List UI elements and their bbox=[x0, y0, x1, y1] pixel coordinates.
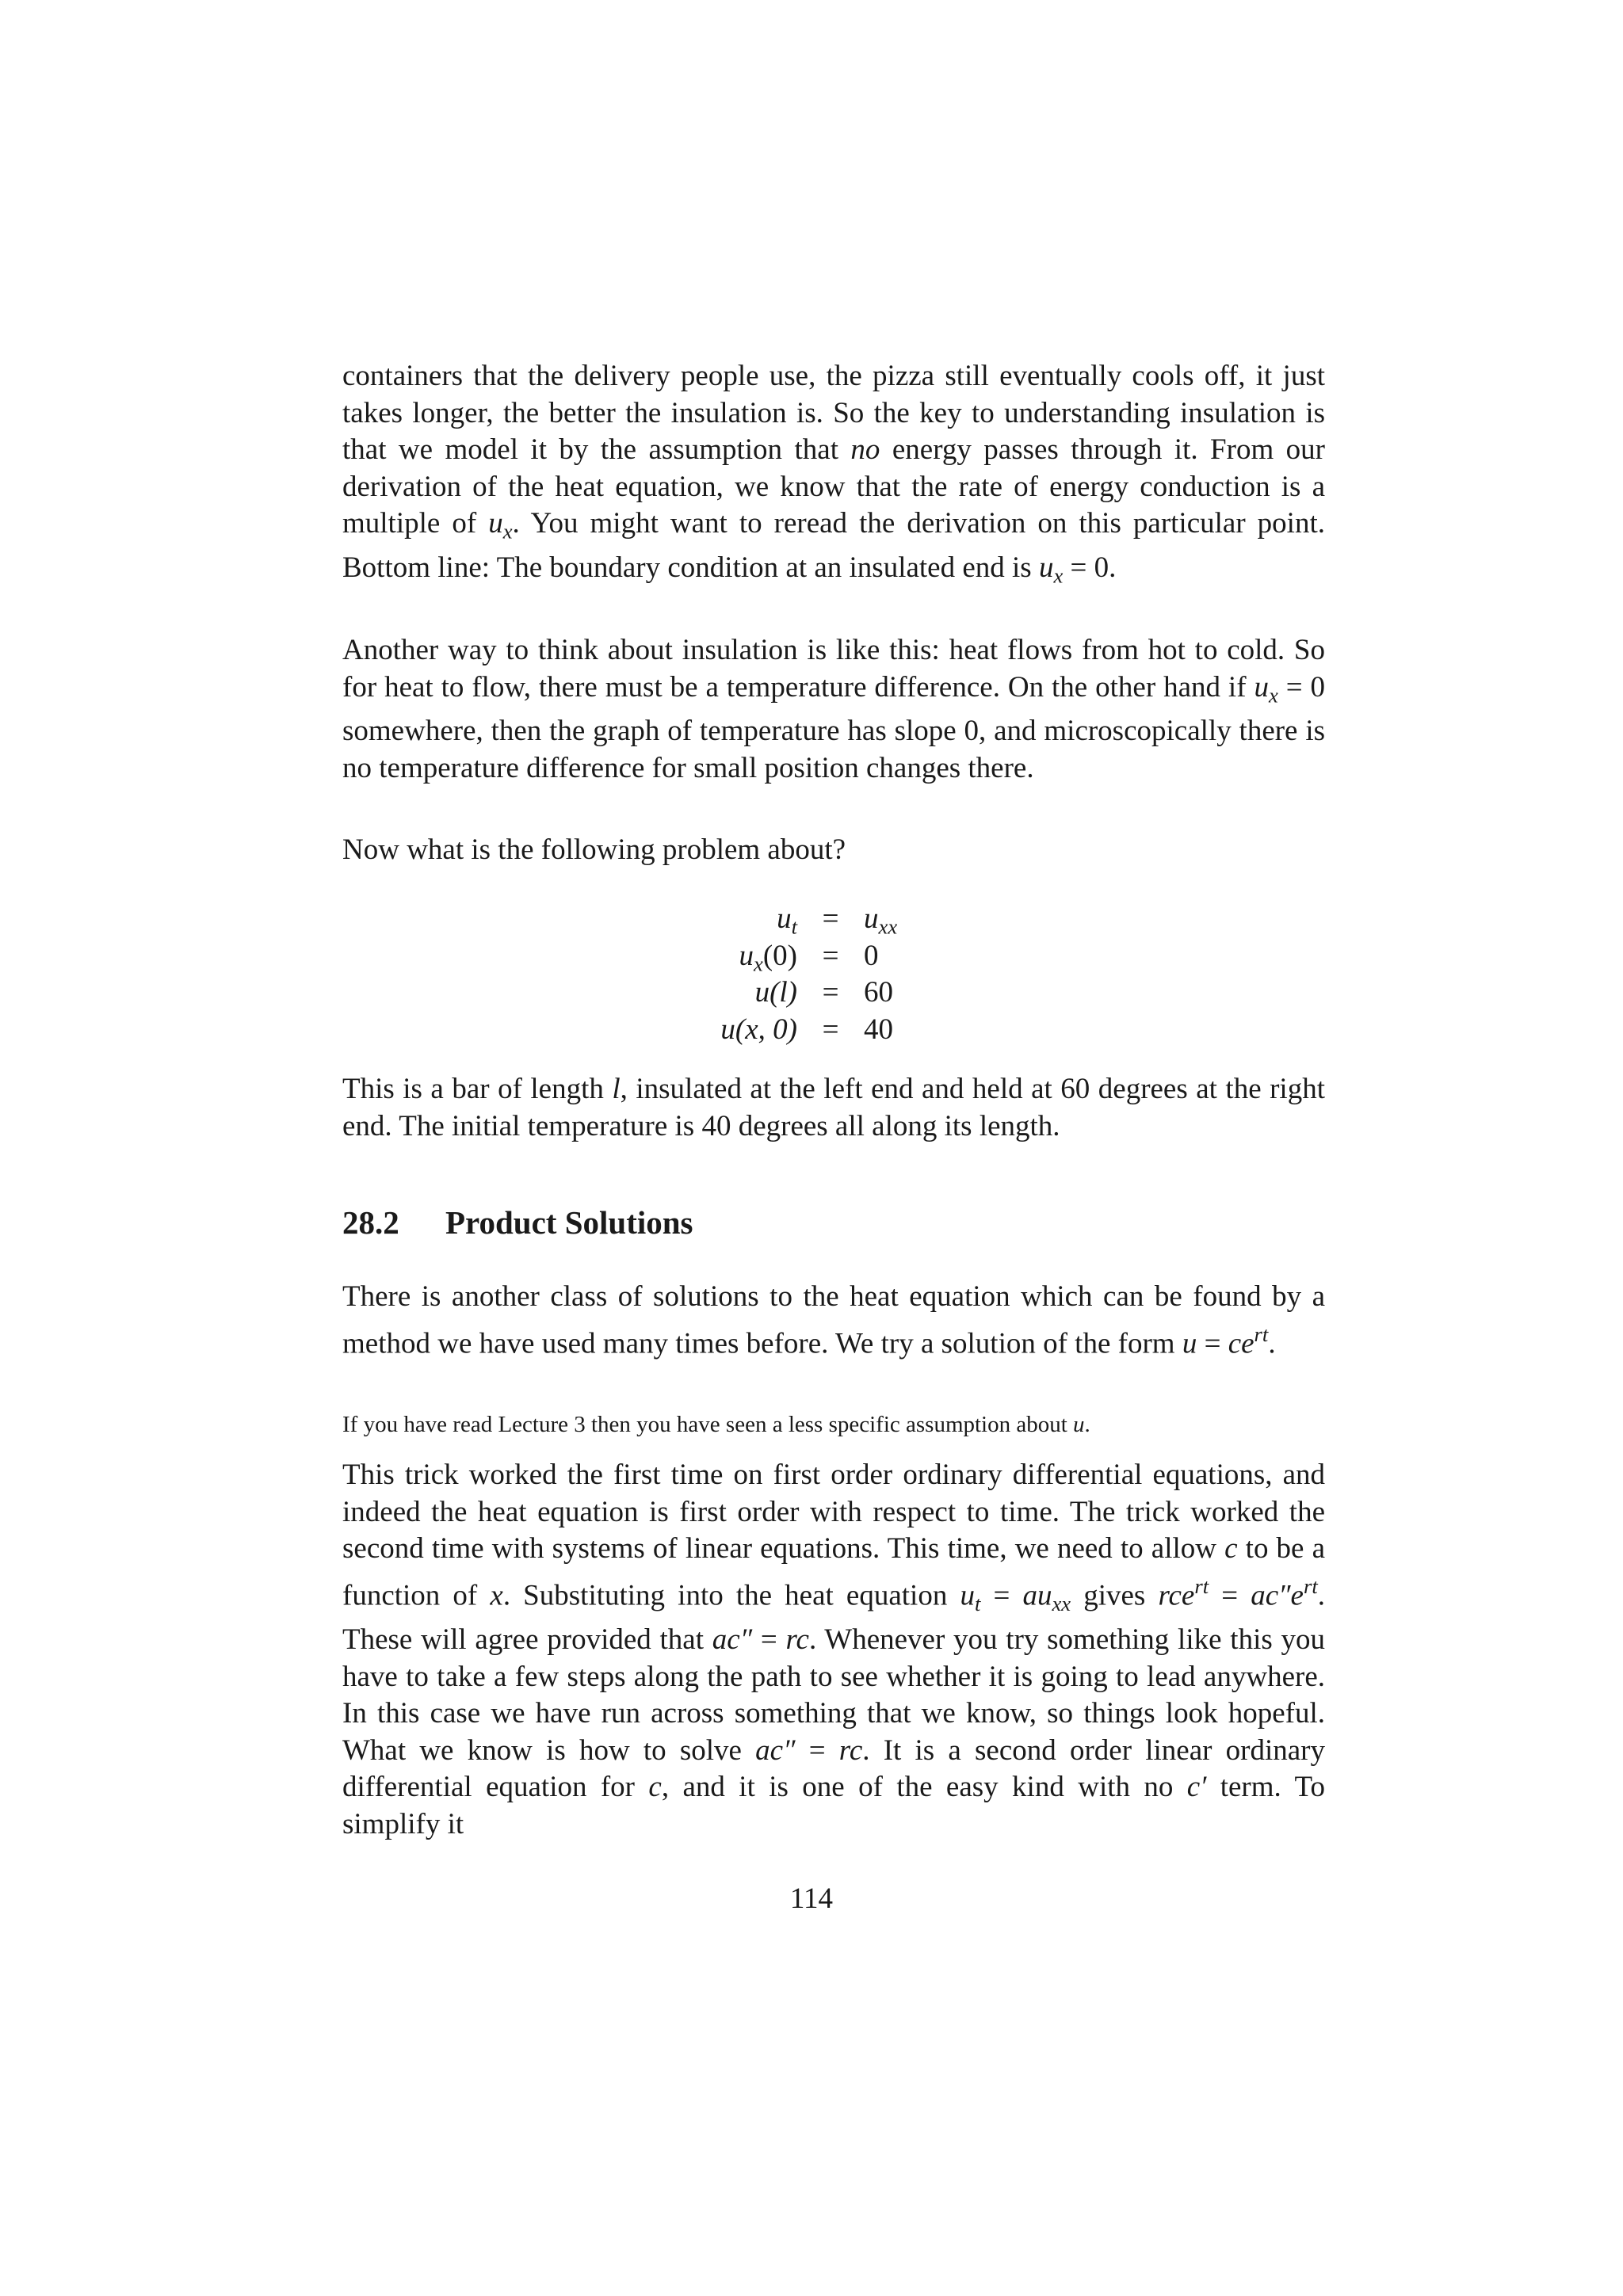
text-run: . bbox=[1084, 1412, 1090, 1437]
math-u: u bbox=[864, 902, 879, 935]
math-rc: rc bbox=[785, 1623, 809, 1657]
paragraph-insulation-1 bbox=[342, 358, 1325, 594]
math-u: u bbox=[720, 1013, 735, 1046]
text-run: = bbox=[980, 1579, 1023, 1612]
math-value: 40 bbox=[864, 1013, 893, 1046]
math-args: (x, 0) bbox=[735, 1013, 797, 1046]
page-number: 114 bbox=[789, 1882, 834, 1915]
paragraph-question bbox=[342, 832, 1325, 869]
section-heading bbox=[342, 1203, 693, 1242]
equation-rhs bbox=[864, 938, 967, 975]
text-run: , and it is one of the easy kind with no bbox=[661, 1771, 1187, 1804]
text-run: containers that the delivery people use, the pizza still eventually cools off, it just takes longer, the better the insulation is. So the key to understanding insulation is that we model it by the assumption that bbox=[342, 360, 1325, 466]
text-run: term. To simplify it bbox=[342, 1771, 1325, 1840]
emphasis-no: no bbox=[850, 433, 880, 466]
math-u: u bbox=[1073, 1412, 1085, 1437]
math-x: x bbox=[490, 1579, 503, 1612]
equation-row bbox=[682, 974, 967, 1012]
equals-sign: = bbox=[822, 939, 839, 972]
equation-lhs bbox=[682, 901, 797, 938]
math-subscript: xx bbox=[1052, 1591, 1071, 1615]
text-run: . bbox=[1268, 1327, 1276, 1360]
text-run: . Whenever you try something like this you have to take a few steps along the path to see whether it is going to lead anywhere. In this case we have run across something that we know, so things look hopeful. What we know is how to solve bbox=[342, 1623, 1325, 1767]
section-title: Product Solutions bbox=[445, 1204, 693, 1241]
math-u: u bbox=[1182, 1327, 1197, 1360]
text-run: If you have read Lecture 3 then you have seen a less specific assumption about bbox=[342, 1412, 1074, 1437]
section-number: 28.2 bbox=[342, 1204, 399, 1241]
text-run: , insulated at the left end and held at 60 degrees at the right end. The initial temperature is 40 degrees all along its length. bbox=[342, 1073, 1325, 1142]
math-ce: ce bbox=[1228, 1327, 1254, 1360]
math-u: u bbox=[754, 976, 770, 1009]
math-l: l bbox=[612, 1073, 621, 1105]
paragraph-text bbox=[342, 358, 1325, 594]
equation-row bbox=[682, 1012, 967, 1049]
math-u: u bbox=[1254, 670, 1269, 704]
paragraph-bar-description bbox=[342, 1071, 1325, 1145]
equals-sign: = bbox=[822, 976, 839, 1009]
equation-lhs bbox=[682, 1012, 797, 1049]
text-run: = bbox=[752, 1623, 786, 1657]
equation-row bbox=[682, 901, 967, 938]
equation-system bbox=[682, 901, 967, 1048]
math-au: au bbox=[1022, 1579, 1052, 1612]
math-c: c bbox=[1224, 1532, 1238, 1565]
text-run: Another way to think about insulation is like this: heat flows from hot to cold. So for heat to flow, there must be a temperature difference. On the other hand if bbox=[342, 634, 1325, 704]
math-superscript: rt bbox=[1254, 1322, 1269, 1346]
paragraph-text bbox=[342, 1279, 1325, 1363]
text-run: to be a function of bbox=[342, 1532, 1326, 1612]
text-run: = bbox=[795, 1733, 839, 1767]
paragraph-text: Now what is the following problem about? bbox=[342, 833, 846, 866]
text-run: = 0. bbox=[1063, 551, 1117, 584]
paragraph-insulation-2 bbox=[342, 632, 1325, 787]
math-u: u bbox=[488, 507, 503, 540]
equation-rhs bbox=[864, 974, 967, 1012]
text-run: = bbox=[1197, 1327, 1228, 1360]
text-run: = 0 somewhere, then the graph of temperature has slope 0, and microscopically there is no temperature difference for small position changes there. bbox=[342, 670, 1325, 784]
math-u: u bbox=[960, 1579, 975, 1612]
math-ac: ac″ bbox=[712, 1623, 753, 1657]
text-run: There is another class of solutions to the heat equation which can be found by a method we have used many times before. We try a solution of the form bbox=[342, 1280, 1325, 1360]
math-c-prime: c′ bbox=[1186, 1771, 1207, 1804]
paragraph-text bbox=[342, 1457, 1325, 1843]
math-rc: rc bbox=[838, 1733, 863, 1767]
math-subscript: xx bbox=[878, 914, 898, 939]
equation-lhs bbox=[682, 938, 797, 975]
paragraph-product-intro bbox=[342, 1279, 1325, 1363]
math-args: (0) bbox=[762, 939, 797, 972]
text-run: . These will agree provided that bbox=[342, 1579, 1325, 1657]
equation-lhs bbox=[682, 974, 797, 1012]
math-u: u bbox=[739, 939, 754, 972]
equation-rhs bbox=[864, 901, 967, 938]
text-run: . It is a second order linear ordinary differential equation for bbox=[342, 1733, 1325, 1804]
math-u: u bbox=[777, 902, 792, 935]
math-ace: ac″e bbox=[1251, 1579, 1304, 1612]
side-note bbox=[342, 1410, 1325, 1439]
math-ac: ac″ bbox=[755, 1733, 796, 1767]
paragraph-text bbox=[342, 632, 1325, 787]
math-subscript: x bbox=[1053, 563, 1064, 588]
math-value: 60 bbox=[864, 976, 893, 1009]
text-run: This is a bar of length bbox=[342, 1073, 613, 1105]
text-run: This trick worked the first time on first order ordinary differential equations, and indeed the heat equation is first order with respect to time. The trick worked the second time with systems of linear equations. This time, we need to allow bbox=[342, 1459, 1325, 1565]
math-u: u bbox=[1038, 551, 1054, 584]
paragraph-text bbox=[342, 1071, 1325, 1145]
math-value: 0 bbox=[864, 939, 879, 972]
math-subscript: t bbox=[791, 914, 797, 939]
equation-rhs bbox=[864, 1012, 967, 1049]
math-rce: rce bbox=[1158, 1579, 1195, 1612]
math-subscript: x bbox=[1268, 682, 1278, 707]
math-c: c bbox=[648, 1771, 662, 1804]
equals-sign: = bbox=[822, 1013, 839, 1046]
text-run: . You might want to reread the derivation on this particular point. Bottom line: The boundary condition at an insulated end is bbox=[342, 507, 1325, 584]
text-run: = bbox=[1209, 1579, 1251, 1612]
math-subscript: t bbox=[974, 1591, 981, 1615]
math-subscript: x bbox=[502, 519, 513, 543]
equals-sign: = bbox=[822, 902, 839, 935]
math-subscript: x bbox=[754, 951, 763, 975]
equation-row bbox=[682, 938, 967, 975]
text-run: . Substituting into the heat equation bbox=[502, 1579, 960, 1612]
math-superscript: rt bbox=[1194, 1573, 1209, 1598]
math-superscript: rt bbox=[1303, 1573, 1318, 1598]
math-args: (l) bbox=[769, 976, 797, 1009]
paragraph-trick bbox=[342, 1457, 1325, 1843]
text-run: energy passes through it. From our derivation of the heat equation, we know that the rate of energy conduction is a multiple of bbox=[342, 433, 1325, 540]
text-run: gives bbox=[1071, 1579, 1159, 1612]
